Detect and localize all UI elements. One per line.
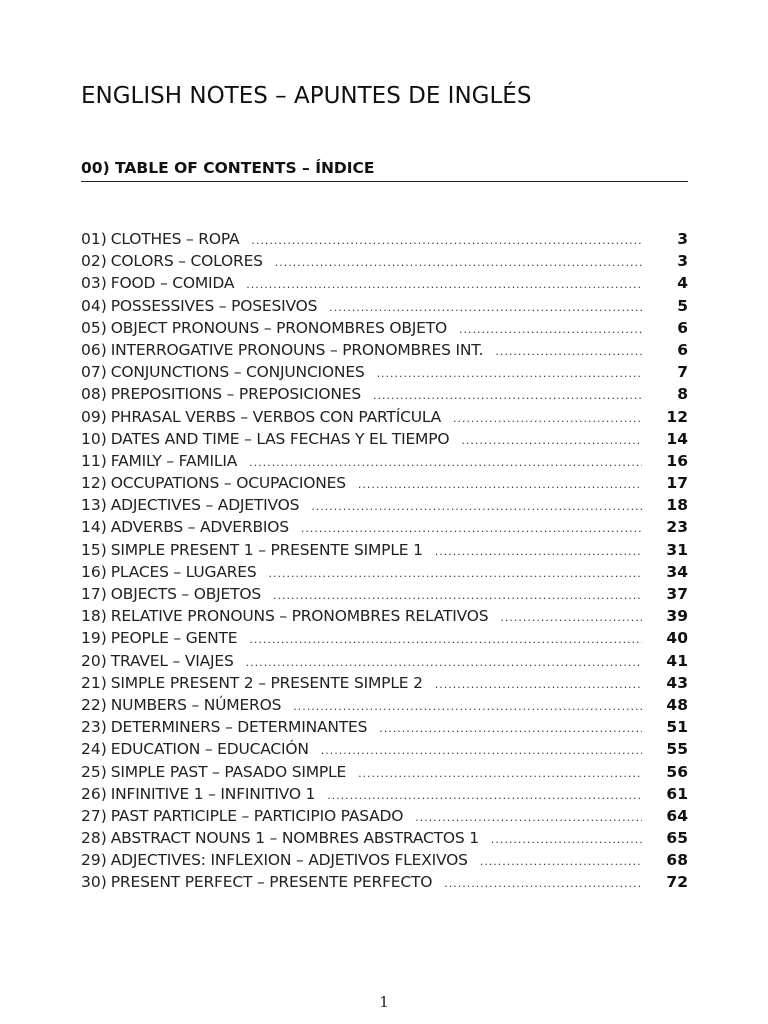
toc-entry[interactable]	[81, 295, 688, 317]
toc-entry[interactable]	[81, 761, 688, 783]
dot-leader	[491, 829, 642, 851]
toc-entry-page: 4	[677, 274, 688, 293]
toc-entry[interactable]	[81, 605, 688, 627]
toc-entry-title: CONJUNCTIONS – CONJUNCIONES	[110, 363, 365, 382]
toc-entry-number: 30)	[81, 873, 107, 892]
dot-leader	[329, 297, 642, 319]
toc-entry-page: 3	[677, 230, 688, 248]
toc-entry-number: 25)	[81, 762, 107, 781]
toc-entry-number: 27)	[81, 806, 107, 825]
dot-leader	[269, 563, 642, 585]
dot-leader	[249, 629, 642, 651]
toc-entry[interactable]	[81, 827, 688, 849]
toc-entry-title: POSSESSIVES – POSESIVOS	[110, 296, 318, 315]
toc-entry[interactable]	[81, 317, 688, 339]
dot-leader	[358, 763, 642, 785]
dot-leader	[495, 341, 642, 363]
toc-entry[interactable]	[81, 716, 688, 738]
toc-entry[interactable]	[81, 361, 688, 383]
toc-entry-title: OCCUPATIONS – OCUPACIONES	[110, 474, 346, 493]
dot-leader	[246, 652, 642, 674]
toc-entry-number: 19)	[81, 629, 107, 648]
toc-entry[interactable]	[81, 805, 688, 827]
toc-entry-title: INTERROGATIVE PRONOUNS – PRONOMBRES INT.	[110, 340, 484, 359]
toc-entry-number: 16)	[81, 562, 107, 581]
toc-entry-number: 02)	[81, 252, 107, 271]
dot-leader	[444, 873, 642, 895]
toc-entry-title: COLORS – COLORES	[110, 252, 263, 271]
toc-entry-title: NUMBERS – NÚMEROS	[110, 695, 282, 714]
toc-entry-title: PLACES – LUGARES	[110, 562, 257, 581]
dot-leader	[459, 319, 642, 341]
toc-entry-number: 20)	[81, 651, 107, 670]
toc-entry-title: PAST PARTICIPLE – PARTICIPIO PASADO	[110, 806, 404, 825]
dot-leader	[480, 851, 642, 873]
toc-entry-title: ADJECTIVES – ADJETIVOS	[110, 496, 300, 515]
toc-entry-number: 06)	[81, 340, 107, 359]
toc-entry[interactable]	[81, 871, 688, 893]
dot-leader	[249, 452, 642, 474]
toc-entry-number: 23)	[81, 718, 107, 737]
toc-entry-page: 37	[666, 585, 688, 603]
toc-entry-number: 04)	[81, 296, 107, 315]
toc-entry-page: 14	[666, 429, 688, 448]
dot-leader	[500, 607, 642, 629]
toc-entry-title: PEOPLE – GENTE	[110, 629, 238, 648]
dot-leader	[321, 740, 642, 762]
toc-entry[interactable]	[81, 406, 688, 428]
dot-leader	[358, 474, 642, 496]
toc-entry-title: SIMPLE PRESENT 1 – PRESENTE SIMPLE 1	[110, 540, 423, 559]
toc-entry-page: 17	[666, 474, 688, 493]
toc-entry[interactable]	[81, 516, 688, 538]
toc-entry-title: ADJECTIVES: INFLEXION – ADJETIVOS FLEXIVOS	[110, 851, 468, 870]
toc-entry-page: 7	[677, 363, 688, 382]
toc-entry-page: 43	[666, 673, 688, 692]
dot-leader	[435, 674, 642, 696]
toc-entry-page: 41	[666, 651, 688, 670]
toc-entry-number: 11)	[81, 451, 107, 470]
toc-entry-page: 18	[666, 496, 688, 515]
toc-entry-page: 31	[666, 540, 688, 559]
toc-entry[interactable]	[81, 849, 688, 871]
toc-entry-page: 65	[666, 829, 688, 848]
toc-entry[interactable]	[81, 228, 688, 250]
toc-entry-number: 01)	[81, 230, 107, 248]
toc-entry-title: FOOD – COMIDA	[110, 274, 235, 293]
dot-leader	[453, 408, 642, 430]
toc-entry-page: 68	[666, 851, 688, 870]
dot-leader	[461, 430, 642, 452]
toc-entry-number: 12)	[81, 474, 107, 493]
toc-entry-page: 48	[666, 695, 688, 714]
toc-entry-number: 14)	[81, 518, 107, 537]
toc-entry-title: EDUCATION – EDUCACIÓN	[110, 740, 309, 759]
toc-entry-page: 16	[666, 451, 688, 470]
toc-entry-number: 24)	[81, 740, 107, 759]
toc-entry-page: 3	[677, 252, 688, 271]
toc-entry-title: OBJECT PRONOUNS – PRONOMBRES OBJETO	[110, 318, 448, 337]
toc-entry-number: 17)	[81, 585, 107, 603]
toc-entry-number: 21)	[81, 673, 107, 692]
toc-entry-title: PRESENT PERFECT – PRESENTE PERFECTO	[110, 873, 433, 892]
section-heading	[81, 159, 688, 182]
toc-entry-number: 08)	[81, 385, 107, 404]
toc-entry-number: 22)	[81, 695, 107, 714]
toc-entry-title: CLOTHES – ROPA	[110, 230, 240, 248]
toc-entry-number: 15)	[81, 540, 107, 559]
page-number: 1	[379, 993, 389, 1011]
toc-entry[interactable]	[81, 561, 688, 583]
toc-entry[interactable]	[81, 672, 688, 694]
toc-entry-title: PREPOSITIONS – PREPOSICIONES	[110, 385, 362, 404]
toc-entry[interactable]	[81, 738, 688, 760]
toc-entry-page: 12	[666, 407, 688, 426]
toc-entry-number: 09)	[81, 407, 107, 426]
toc-entry-title: FAMILY – FAMILIA	[110, 451, 238, 470]
toc-entry[interactable]	[81, 339, 688, 361]
toc-entry-page: 23	[666, 518, 688, 537]
toc-entry-title: RELATIVE PRONOUNS – PRONOMBRES RELATIVOS	[110, 607, 489, 626]
dot-leader	[435, 541, 642, 563]
toc-entry-page: 56	[666, 762, 688, 781]
toc-entry[interactable]	[81, 694, 688, 716]
toc-entry-number: 18)	[81, 607, 107, 626]
toc-entry[interactable]	[81, 472, 688, 494]
toc-entry-title: SIMPLE PRESENT 2 – PRESENTE SIMPLE 2	[110, 673, 423, 692]
dot-leader	[373, 385, 642, 407]
toc-entry-number: 13)	[81, 496, 107, 515]
dot-leader	[301, 518, 642, 540]
toc-entry-page: 64	[666, 806, 688, 825]
toc-entry[interactable]	[81, 383, 688, 405]
dot-leader	[275, 252, 642, 274]
dot-leader	[415, 807, 642, 829]
toc-entry-page: 39	[666, 607, 688, 626]
toc-entry-number: 05)	[81, 318, 107, 337]
toc-entry[interactable]	[81, 627, 688, 649]
toc-entry-page: 34	[666, 562, 688, 581]
toc-entry-title: ABSTRACT NOUNS 1 – NOMBRES ABSTRACTOS 1	[110, 829, 479, 848]
toc-entry[interactable]	[81, 783, 688, 805]
toc-entry-title: TRAVEL – VIAJES	[110, 651, 234, 670]
toc-entry[interactable]	[81, 539, 688, 561]
dot-leader	[311, 496, 642, 518]
section-heading-text: 00) TABLE OF CONTENTS – ÍNDICE	[81, 159, 375, 177]
dot-leader	[327, 785, 642, 807]
toc-entry-number: 28)	[81, 829, 107, 848]
toc-entry-title: ADVERBS – ADVERBIOS	[110, 518, 289, 537]
toc-entry-number: 29)	[81, 851, 107, 870]
toc-entry-title: DETERMINERS – DETERMINANTES	[110, 718, 368, 737]
toc-entry-page: 6	[677, 340, 688, 359]
toc-entry-title: OBJECTS – OBJETOS	[110, 585, 262, 603]
toc-entry[interactable]	[81, 583, 688, 605]
dot-leader	[273, 585, 642, 607]
toc-entry-title: INFINITIVE 1 – INFINITIVO 1	[110, 784, 316, 803]
table-of-contents	[81, 228, 688, 894]
toc-entry-page: 61	[666, 784, 688, 803]
toc-entry[interactable]	[81, 650, 688, 672]
toc-entry[interactable]	[81, 428, 688, 450]
dot-leader	[246, 274, 642, 296]
toc-entry-page: 51	[666, 718, 688, 737]
toc-entry-page: 6	[677, 318, 688, 337]
document-title: ENGLISH NOTES – APUNTES DE INGLÉS	[81, 83, 532, 109]
toc-entry-number: 26)	[81, 784, 107, 803]
toc-entry[interactable]	[81, 494, 688, 516]
toc-entry-title: SIMPLE PAST – PASADO SIMPLE	[110, 762, 347, 781]
toc-entry-title: PHRASAL VERBS – VERBOS CON PARTÍCULA	[110, 407, 442, 426]
toc-entry-page: 72	[666, 873, 688, 892]
toc-entry[interactable]	[81, 272, 688, 294]
toc-entry-title: DATES AND TIME – LAS FECHAS Y EL TIEMPO	[110, 429, 450, 448]
dot-leader	[293, 696, 642, 718]
toc-entry-page: 8	[677, 385, 688, 404]
toc-entry-page: 5	[677, 296, 688, 315]
dot-leader	[379, 718, 642, 740]
toc-entry-number: 10)	[81, 429, 107, 448]
toc-entry[interactable]	[81, 450, 688, 472]
toc-entry[interactable]	[81, 250, 688, 272]
toc-entry-page: 55	[666, 740, 688, 759]
toc-entry-number: 07)	[81, 363, 107, 382]
dot-leader	[377, 363, 642, 385]
toc-entry-number: 03)	[81, 274, 107, 293]
toc-entry-page: 40	[666, 629, 688, 648]
dot-leader	[251, 230, 642, 252]
